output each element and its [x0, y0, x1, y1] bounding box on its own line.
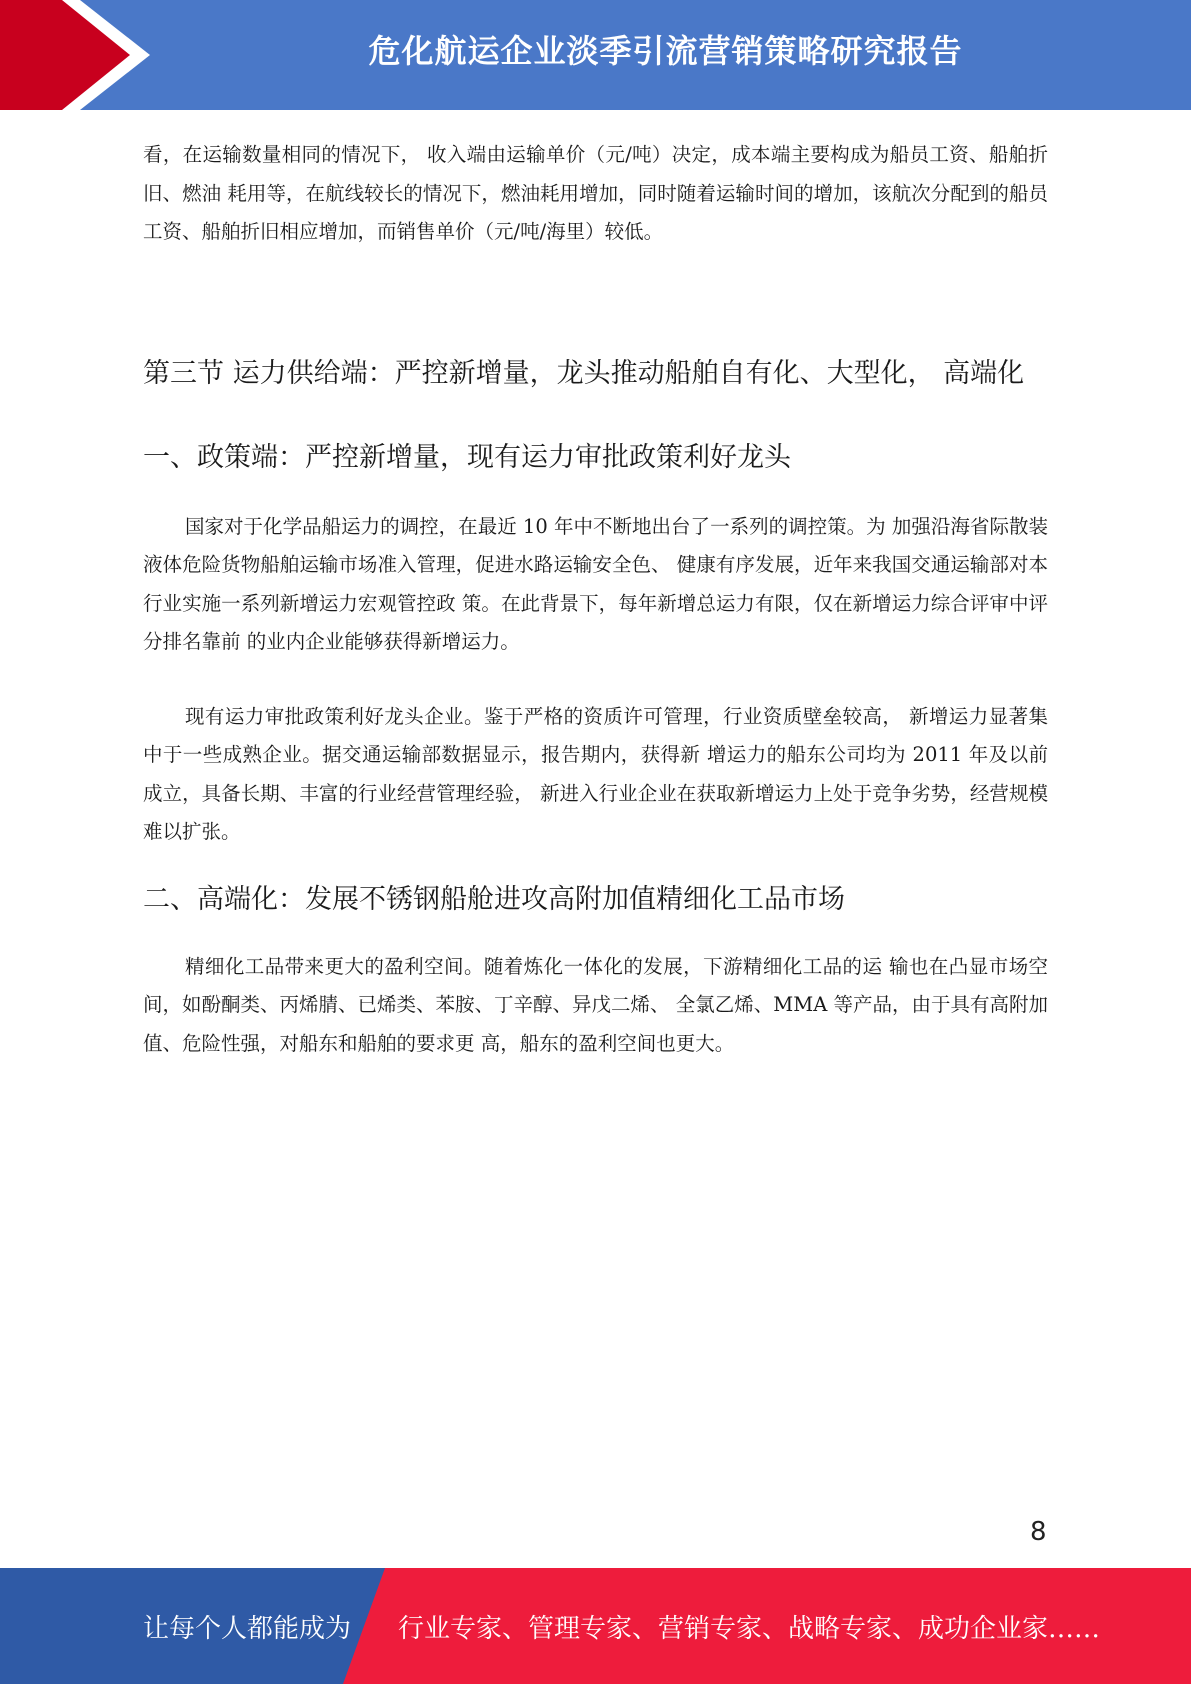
page-number: 8 [1030, 1517, 1047, 1547]
footer-banner [0, 1568, 1191, 1684]
policy-paragraph-2: 现有运力审批政策利好龙头企业。鉴于严格的资质许可管理，行业资质壁垒较高， 新增运力显著集中于一些成熟企业。据交通运输部数据显示，报告期内，获得新 增运力的船东公司均为 2011 年及以前成立，具备长期、丰富的行业经营管理经验， 新进入行业企业在获取新增运力上处于竞争劣势，经营规模难以扩张。 [143, 704, 1048, 843]
section-heading: 第三节 运力供给端：严控新增量，龙头推动船舶自有化、大型化， 高端化 [143, 357, 1025, 389]
footer-slogan-right: 行业专家、管理专家、营销专家、战略专家、成功企业家…… [398, 1614, 1101, 1644]
high-end-paragraph-1: 精细化工品带来更大的盈利空间。随着炼化一体化的发展，下游精细化工品的运 输也在凸显市场空间，如酚酮类、丙烯腈、已烯类、苯胺、丁辛醇、异戊二烯、 全氯乙烯、MMA 等产品，由于具有高附加值、危险性强，对船东和船舶的要求更 高，船东的盈利空间也更大。 [143, 954, 1048, 1055]
subsection-heading-high-end: 二、高端化：发展不锈钢船舱进攻高附加值精细化工品市场 [143, 883, 845, 915]
header-banner [0, 0, 1191, 110]
footer-slogan-left: 让每个人都能成为 [143, 1614, 352, 1644]
subsection-heading-policy: 一、政策端：严控新增量，现有运力审批政策利好龙头 [143, 441, 791, 473]
policy-paragraph-1: 国家对于化学品船运力的调控，在最近 10 年中不断地出台了一系列的调控策。为 加强沿海省际散装液体危险货物船舶运输市场准入管理，促进水路运输安全色、 健康有序发展，近年来我国交通运输部对本行业实施一系列新增运力宏观管控政 策。在此背景下，每年新增总运力有限，仅在新增运力综合评审中评分排名靠前 的业内企业能够获得新增运力。 [143, 514, 1048, 653]
page-content [143, 136, 1048, 1063]
document-title: 危化航运企业淡季引流营销策略研究报告 [368, 32, 963, 70]
intro-paragraph: 看，在运输数量相同的情况下， 收入端由运输单价（元/吨）决定，成本端主要构成为船员工资、船舶折旧、燃油 耗用等，在航线较长的情况下，燃油耗用增加，同时随着运输时间的增加，该航次分配到的船员工资、船舶折旧相应增加，而销售单价（元/吨/海里）较低。 [143, 143, 1048, 243]
